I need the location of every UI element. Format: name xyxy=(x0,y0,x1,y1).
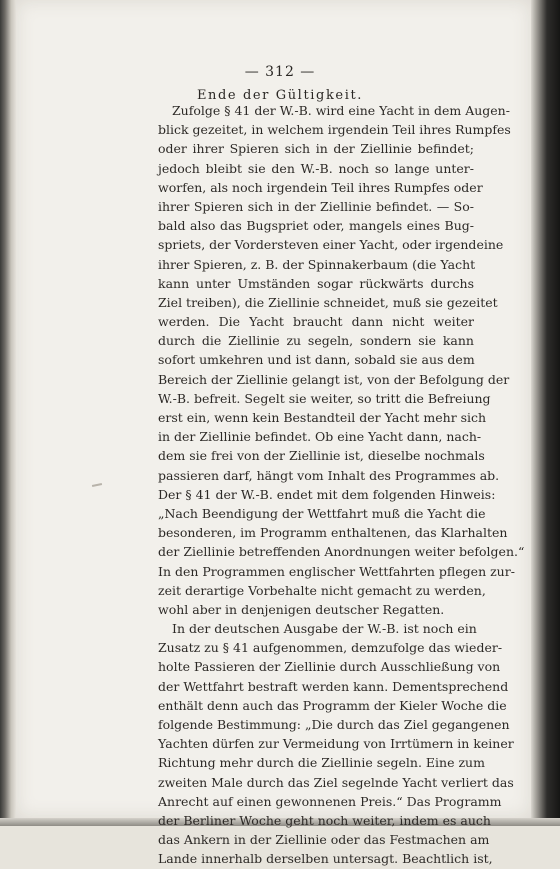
text-line: durch die Ziellinie zu segeln, sondern sie kann xyxy=(158,333,474,349)
text-line: erst ein, wenn kein Bestandteil der Yacht mehr sich xyxy=(158,410,487,425)
text-line: Anrecht auf einen gewonnenen Preis.“ Das Programm xyxy=(158,793,502,809)
text-line: Zufolge § 41 der W.-B. wird eine Yacht in dem Augen- xyxy=(172,103,510,118)
text-line: zeit derartige Vorbehalte nicht gemacht zu werden, xyxy=(158,582,486,598)
text-line: Bereich der Ziellinie gelangt ist, von der Befolgung der xyxy=(158,371,510,387)
text-line: passieren darf, hängt vom Inhalt des Programmes ab. xyxy=(158,467,500,483)
text-line: In den Programmen englischer Wettfahrten pflegen zur- xyxy=(158,563,515,579)
text-line: der Berliner Woche geht noch weiter, indem es auch xyxy=(158,812,491,828)
text-line: jedoch bleibt sie den W.-B. noch so lange unter- xyxy=(158,160,474,176)
text-line: Lande innerhalb derselben untersagt. Beachtlich ist, xyxy=(158,851,493,867)
text-line: Zusatz zu § 41 aufgenommen, demzufolge das wieder- xyxy=(158,640,503,656)
text-line: oder ihrer Spieren sich in der Ziellinie befindet; xyxy=(158,141,474,157)
text-line: kann unter Umständen sogar rückwärts durchs xyxy=(158,275,474,291)
text-line: blick gezeitet, in welchem irgendein Teil ihres Rumpfes xyxy=(158,122,511,138)
text-line: der Ziellinie betreffenden Anordnungen weiter befolgen.“ xyxy=(158,544,525,560)
text-line: Richtung mehr durch die Ziellinie segeln. Eine zum xyxy=(158,755,485,771)
text-line: ihrer Spieren, z. B. der Spinnakerbaum (die Yacht xyxy=(158,256,476,272)
text-line: enthält denn auch das Programm der Kieler Woche die xyxy=(158,697,507,713)
text-line: Yachten dürfen zur Vermeidung von Irrtümern in keiner xyxy=(158,736,514,752)
text-line: spriets, der Vordersteven einer Yacht, oder irgendeine xyxy=(158,237,504,253)
text-line: dem sie frei von der Ziellinie ist, dieselbe nochmals xyxy=(158,448,485,464)
section-heading: Ende der Gültigkeit. xyxy=(196,88,364,103)
text-line: In der deutschen Ausgabe der W.-B. ist noch ein xyxy=(172,621,477,637)
text-line: folgende Bestimmung: „Die durch das Ziel gegangenen xyxy=(158,717,510,732)
text-line: wohl aber in denjenigen deutscher Regatten. xyxy=(158,601,445,617)
text-line: worfen, als noch irgendein Teil ihres Rumpfes oder xyxy=(158,179,483,195)
text-line: der Wettfahrt bestraft werden kann. Dementsprechend xyxy=(158,678,509,694)
text-line: sofort umkehren und ist dann, sobald sie aus dem xyxy=(158,352,475,368)
text-line: „Nach Beendigung der Wettfahrt muß die Yacht die xyxy=(158,505,486,521)
body-text xyxy=(158,101,525,869)
text-line: Ziel treiben), die Ziellinie schneidet, muß sie gezeitet xyxy=(158,294,498,310)
book-spine-shadow xyxy=(0,0,16,826)
text-line: holte Passieren der Ziellinie durch Ausschließung von xyxy=(158,659,501,675)
text-line: ihrer Spieren sich in der Ziellinie befindet. — So- xyxy=(158,198,474,214)
text-line: in der Ziellinie befindet. Ob eine Yacht dann, nach- xyxy=(158,429,482,445)
page-edge-shadow xyxy=(531,0,560,826)
text-line: bald also das Bugspriet oder, mangels eines Bug- xyxy=(158,218,474,234)
text-line: das Ankern in der Ziellinie oder das Festmachen am xyxy=(158,832,490,848)
text-line: zweiten Male durch das Ziel segelnde Yacht verliert das xyxy=(158,774,514,790)
text-line: werden. Die Yacht braucht dann nicht weiter xyxy=(158,314,474,330)
text-line: W.-B. befreit. Segelt sie weiter, so tritt die Befreiung xyxy=(158,390,491,406)
page-number: — 312 — xyxy=(244,64,316,80)
text-line: Der § 41 der W.-B. endet mit dem folgenden Hinweis: xyxy=(158,486,496,502)
text-line: besonderen, im Programm enthaltenen, das Klarhalten xyxy=(158,525,508,541)
